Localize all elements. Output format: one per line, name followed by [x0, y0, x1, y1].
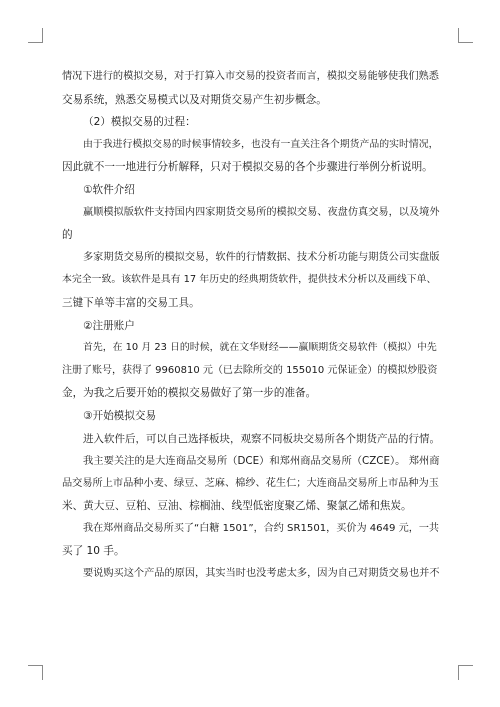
body-line: 首先，在 10 月 23 日的时候，就在文华财经——赢顺期货交易软件（模拟）中先	[83, 342, 437, 354]
crop-mark-bottom-left	[28, 665, 43, 680]
body-line: 注册了账号，获得了 9960810 元（已去除所交的 155010 元保证金）的模拟炒股资	[62, 364, 438, 376]
document-body	[62, 66, 440, 586]
body-line: 多家期货交易所的模拟交易，软件的行情数据、技术分析功能与期货公司实盘版	[83, 251, 440, 263]
body-line: 进入软件后，可以自己选择板块，观察不同板块交易所各个期货产品的行情。	[83, 432, 440, 445]
body-line: 米、黄大豆、豆粕、豆油、棕榈油、线型低密度聚乙烯、聚氯乙烯和焦炭。	[62, 500, 412, 513]
subsection-heading: ①软件介绍	[83, 183, 135, 196]
crop-mark-bottom-right	[458, 665, 473, 680]
body-line: 我在郑州商品交易所买了“白糖 1501”，合约 SR1501，买价为 4649 元，一共	[83, 522, 440, 534]
crop-mark-top-left	[28, 28, 43, 43]
subsection-heading: ③开始模拟交易	[83, 409, 157, 422]
crop-mark-top-right	[458, 28, 473, 43]
body-line: 情况下进行的模拟交易，对于打算入市交易的投资者而言，模拟交易能够使我们熟悉	[62, 71, 439, 82]
body-line: 金，为我之后要开始的模拟交易做好了第一步的准备。	[62, 387, 317, 400]
body-line: 要说购买这个产品的原因，其实当时也没考虑太多，因为自己对期货交易也并不	[83, 568, 440, 580]
body-line: 三键下单等丰富的交易工具。	[62, 296, 200, 309]
body-line: 交易系统，熟悉交易模式以及对期货交易产生初步概念。	[62, 93, 327, 106]
body-line: 的	[62, 229, 73, 242]
subsection-heading: ②注册账户	[83, 319, 135, 332]
body-line: 我主要关注的是大连商品交易所（DCE）和郑州商品交易所（CZCE）。 郑州商	[83, 455, 440, 468]
body-line: 由于我进行模拟交易的时候事情较多，也没有一直关注各个期货产品的实时情况，	[83, 138, 439, 150]
section-heading: （2）模拟交易的过程：	[83, 116, 196, 129]
body-line: 本完全一致。该软件是具有 17 年历史的经典期货软件，提供技术分析以及画线下单、	[62, 274, 437, 286]
body-line: 品交易所上市品种小麦、绿豆、芝麻、棉纱、花生仁；大连商品交易所上市品种为玉	[62, 477, 439, 489]
body-line: 赢顺模拟版软件支持国内四家期货交易所的模拟交易、夜盘仿真交易，以及境外	[83, 206, 440, 218]
body-line: 买了 10 手。	[62, 545, 125, 558]
body-line: 因此就不一一地进行分析解释，只对于模拟交易的各个步骤进行举例分析说明。	[62, 161, 433, 174]
